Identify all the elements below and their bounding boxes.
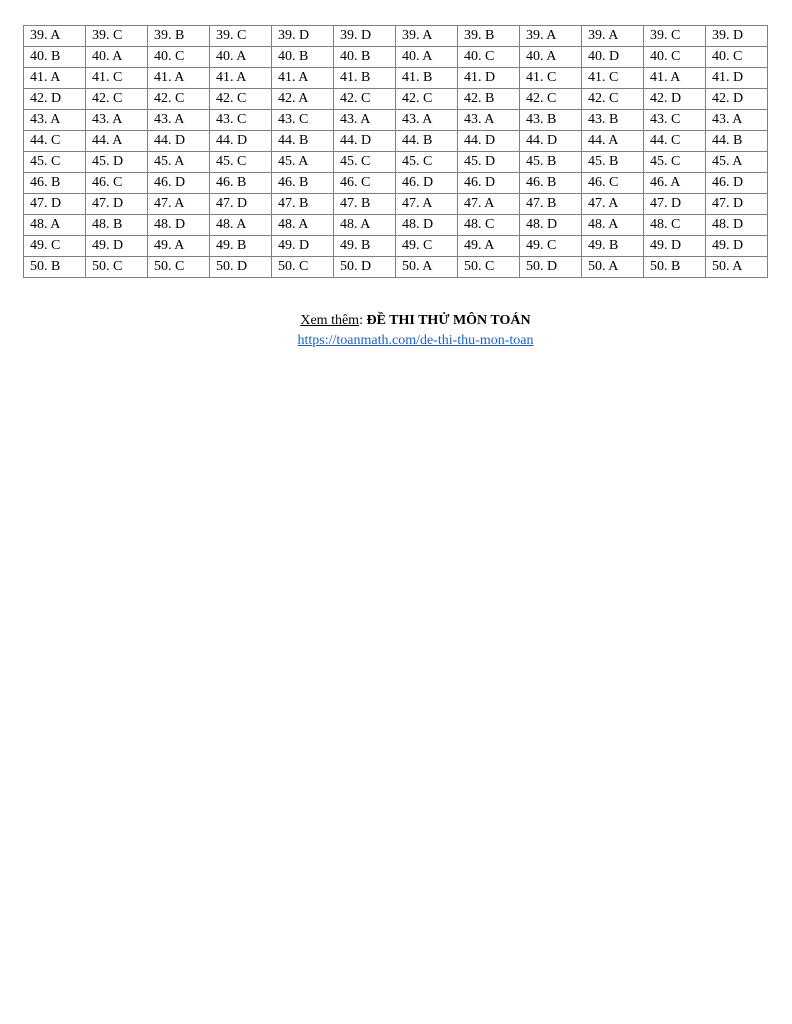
table-cell: 44. D xyxy=(520,131,582,152)
table-cell: 46. D xyxy=(458,173,520,194)
table-cell: 49. D xyxy=(706,236,768,257)
table-cell: 39. A xyxy=(396,26,458,47)
table-cell: 50. C xyxy=(86,257,148,278)
table-cell: 47. B xyxy=(334,194,396,215)
table-cell: 41. A xyxy=(210,68,272,89)
table-cell: 49. B xyxy=(210,236,272,257)
table-cell: 43. A xyxy=(334,110,396,131)
table-cell: 40. C xyxy=(706,47,768,68)
table-row xyxy=(24,131,768,152)
table-row xyxy=(24,89,768,110)
table-cell: 40. C xyxy=(148,47,210,68)
table-cell: 48. C xyxy=(458,215,520,236)
table-cell: 39. D xyxy=(706,26,768,47)
table-cell: 39. C xyxy=(86,26,148,47)
table-cell: 49. C xyxy=(24,236,86,257)
table-cell: 41. C xyxy=(86,68,148,89)
table-cell: 40. B xyxy=(24,47,86,68)
table-cell: 42. D xyxy=(24,89,86,110)
table-cell: 49. B xyxy=(334,236,396,257)
table-row xyxy=(24,173,768,194)
table-cell: 44. C xyxy=(24,131,86,152)
table-cell: 45. A xyxy=(272,152,334,173)
table-row xyxy=(24,215,768,236)
table-cell: 50. C xyxy=(458,257,520,278)
table-cell: 45. C xyxy=(24,152,86,173)
table-cell: 50. C xyxy=(148,257,210,278)
table-cell: 41. A xyxy=(644,68,706,89)
table-cell: 47. B xyxy=(520,194,582,215)
table-cell: 49. A xyxy=(458,236,520,257)
table-cell: 48. D xyxy=(396,215,458,236)
table-cell: 42. B xyxy=(458,89,520,110)
table-row xyxy=(24,236,768,257)
table-cell: 46. B xyxy=(24,173,86,194)
table-cell: 44. D xyxy=(210,131,272,152)
table-row xyxy=(24,152,768,173)
table-cell: 42. C xyxy=(582,89,644,110)
table-cell: 44. B xyxy=(396,131,458,152)
table-cell: 42. D xyxy=(706,89,768,110)
table-cell: 41. A xyxy=(272,68,334,89)
table-cell: 40. C xyxy=(644,47,706,68)
table-cell: 39. C xyxy=(644,26,706,47)
table-cell: 45. C xyxy=(334,152,396,173)
table-cell: 46. C xyxy=(582,173,644,194)
table-cell: 43. B xyxy=(520,110,582,131)
table-cell: 40. B xyxy=(272,47,334,68)
table-cell: 46. C xyxy=(86,173,148,194)
table-cell: 44. B xyxy=(272,131,334,152)
table-cell: 50. D xyxy=(210,257,272,278)
table-cell: 49. A xyxy=(148,236,210,257)
link-line xyxy=(23,331,792,351)
table-cell: 45. B xyxy=(582,152,644,173)
table-row xyxy=(24,110,768,131)
table-cell: 44. D xyxy=(334,131,396,152)
table-cell: 46. B xyxy=(520,173,582,194)
table-cell: 43. C xyxy=(272,110,334,131)
table-cell: 46. D xyxy=(396,173,458,194)
table-cell: 46. D xyxy=(148,173,210,194)
table-cell: 44. B xyxy=(706,131,768,152)
table-cell: 45. D xyxy=(458,152,520,173)
table-cell: 48. A xyxy=(582,215,644,236)
table-cell: 50. A xyxy=(396,257,458,278)
table-cell: 45. D xyxy=(86,152,148,173)
table-cell: 44. A xyxy=(86,131,148,152)
table-cell: 47. A xyxy=(458,194,520,215)
footer xyxy=(23,311,792,351)
table-cell: 41. C xyxy=(520,68,582,89)
table-cell: 47. D xyxy=(706,194,768,215)
table-cell: 47. D xyxy=(24,194,86,215)
table-cell: 48. A xyxy=(210,215,272,236)
table-cell: 43. A xyxy=(86,110,148,131)
table-cell: 46. D xyxy=(706,173,768,194)
table-cell: 41. B xyxy=(396,68,458,89)
table-cell: 40. A xyxy=(396,47,458,68)
table-row xyxy=(24,257,768,278)
table-cell: 41. A xyxy=(24,68,86,89)
table-row xyxy=(24,47,768,68)
table-cell: 40. A xyxy=(520,47,582,68)
table-cell: 50. B xyxy=(24,257,86,278)
table-cell: 49. D xyxy=(644,236,706,257)
table-cell: 47. A xyxy=(396,194,458,215)
answer-key-table xyxy=(23,25,768,278)
table-cell: 44. D xyxy=(148,131,210,152)
table-row xyxy=(24,194,768,215)
answer-key-table-body xyxy=(24,26,768,278)
toanmath-link[interactable]: https://toanmath.com/de-thi-thu-mon-toan xyxy=(297,333,534,348)
table-cell: 42. C xyxy=(396,89,458,110)
table-cell: 45. C xyxy=(644,152,706,173)
table-cell: 50. B xyxy=(644,257,706,278)
table-cell: 41. D xyxy=(706,68,768,89)
table-cell: 47. D xyxy=(210,194,272,215)
table-row xyxy=(24,26,768,47)
table-cell: 39. D xyxy=(272,26,334,47)
table-cell: 45. B xyxy=(520,152,582,173)
table-cell: 43. A xyxy=(396,110,458,131)
table-cell: 43. A xyxy=(458,110,520,131)
see-more-separator: : xyxy=(359,313,367,328)
table-cell: 50. A xyxy=(582,257,644,278)
table-cell: 41. B xyxy=(334,68,396,89)
table-cell: 48. A xyxy=(334,215,396,236)
table-cell: 43. C xyxy=(644,110,706,131)
table-cell: 43. A xyxy=(706,110,768,131)
table-cell: 47. A xyxy=(582,194,644,215)
table-cell: 44. D xyxy=(458,131,520,152)
table-cell: 45. A xyxy=(148,152,210,173)
table-cell: 39. A xyxy=(24,26,86,47)
table-cell: 41. D xyxy=(458,68,520,89)
see-more-label: Xem thêm xyxy=(300,313,360,328)
table-cell: 46. C xyxy=(334,173,396,194)
table-cell: 41. C xyxy=(582,68,644,89)
table-cell: 40. A xyxy=(86,47,148,68)
table-cell: 50. D xyxy=(334,257,396,278)
table-cell: 49. D xyxy=(86,236,148,257)
table-cell: 39. A xyxy=(582,26,644,47)
table-cell: 44. A xyxy=(582,131,644,152)
table-cell: 43. A xyxy=(24,110,86,131)
table-cell: 48. D xyxy=(148,215,210,236)
table-cell: 41. A xyxy=(148,68,210,89)
table-cell: 42. C xyxy=(520,89,582,110)
table-cell: 43. B xyxy=(582,110,644,131)
table-cell: 40. D xyxy=(582,47,644,68)
table-cell: 50. A xyxy=(706,257,768,278)
table-cell: 48. B xyxy=(86,215,148,236)
table-cell: 47. A xyxy=(148,194,210,215)
table-cell: 50. D xyxy=(520,257,582,278)
table-cell: 45. A xyxy=(706,152,768,173)
table-cell: 39. C xyxy=(210,26,272,47)
table-cell: 40. A xyxy=(210,47,272,68)
table-cell: 43. C xyxy=(210,110,272,131)
table-cell: 50. C xyxy=(272,257,334,278)
table-cell: 42. D xyxy=(644,89,706,110)
table-cell: 49. C xyxy=(396,236,458,257)
table-cell: 48. A xyxy=(272,215,334,236)
table-cell: 49. C xyxy=(520,236,582,257)
table-cell: 47. B xyxy=(272,194,334,215)
table-cell: 40. B xyxy=(334,47,396,68)
table-cell: 47. D xyxy=(86,194,148,215)
table-cell: 39. A xyxy=(520,26,582,47)
table-cell: 43. A xyxy=(148,110,210,131)
table-cell: 42. C xyxy=(148,89,210,110)
table-cell: 48. A xyxy=(24,215,86,236)
see-more-line xyxy=(23,311,792,331)
table-cell: 48. D xyxy=(520,215,582,236)
table-cell: 49. D xyxy=(272,236,334,257)
table-cell: 47. D xyxy=(644,194,706,215)
table-row xyxy=(24,68,768,89)
table-cell: 42. C xyxy=(334,89,396,110)
table-cell: 39. B xyxy=(148,26,210,47)
table-cell: 48. D xyxy=(706,215,768,236)
table-cell: 42. A xyxy=(272,89,334,110)
table-cell: 46. B xyxy=(210,173,272,194)
table-cell: 44. C xyxy=(644,131,706,152)
table-cell: 45. C xyxy=(210,152,272,173)
table-cell: 45. C xyxy=(396,152,458,173)
table-cell: 46. A xyxy=(644,173,706,194)
table-cell: 39. B xyxy=(458,26,520,47)
table-cell: 42. C xyxy=(86,89,148,110)
table-cell: 40. C xyxy=(458,47,520,68)
see-more-title: ĐỀ THI THỬ MÔN TOÁN xyxy=(366,313,531,328)
table-cell: 39. D xyxy=(334,26,396,47)
table-cell: 49. B xyxy=(582,236,644,257)
table-cell: 46. B xyxy=(272,173,334,194)
table-cell: 48. C xyxy=(644,215,706,236)
table-cell: 42. C xyxy=(210,89,272,110)
